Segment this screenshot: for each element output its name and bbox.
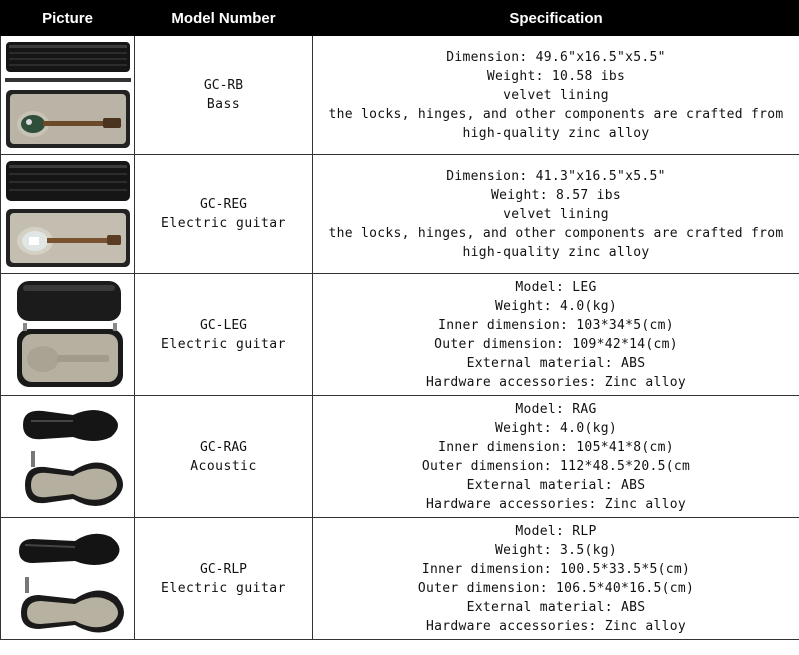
spec-line: velvet lining [503,87,609,103]
rectangular-electric-guitar-case-photo [3,157,133,271]
spec-line: Inner dimension: 103*34*5(cm) [438,317,674,333]
spec-line: Outer dimension: 112*48.5*20.5(cm [421,458,691,474]
spec-line: high-quality zinc alloy [462,125,650,141]
spec-line: Weight: 8.57 ibs [490,187,622,203]
spec-cell [313,36,799,155]
spec-line: Hardware accessories: Zinc alloy [425,374,687,390]
spec-cell [313,518,799,640]
table-row [1,274,799,396]
picture-cell [1,518,135,640]
model-cell [135,518,313,640]
table-row [1,396,799,518]
spec-line: Weight: 3.5(kg) [495,542,617,558]
model-type: Bass [206,97,241,112]
header-model-number: Model Number [135,1,313,36]
spec-line: Hardware accessories: Zinc alloy [425,496,687,512]
header-row [1,1,799,36]
spec-line: Hardware accessories: Zinc alloy [425,618,687,634]
spec-line: the locks, hinges, and other components are crafted from [328,106,784,122]
model-cell [135,274,313,396]
table-row [1,518,799,640]
header-specification: Specification [313,1,799,36]
spec-line: Dimension: 41.3"x16.5"x5.5" [446,168,666,184]
table-row [1,155,799,274]
spec-line: Outer dimension: 106.5*40*16.5(cm) [417,580,695,596]
spec-line: the locks, hinges, and other components are crafted from [328,225,784,241]
model-type: Acoustic [190,458,257,474]
spec-line: Model: RLP [515,523,597,539]
spec-line: Weight: 10.58 ibs [486,68,626,84]
picture-cell [1,396,135,518]
model-type: Electric guitar [161,216,286,231]
lp-style-guitar-case-photo [3,521,133,637]
spec-line: velvet lining [503,206,609,222]
model-cell [135,155,313,274]
spec-cell [313,155,799,274]
rectangular-bass-case-photo [3,38,133,152]
picture-cell [1,155,135,274]
model-type: Electric guitar [161,336,286,352]
picture-cell [1,274,135,396]
model-cell [135,36,313,155]
model-cell [135,396,313,518]
model-code: GC-RLP [200,561,247,577]
spec-line: External material: ABS [466,355,646,371]
spec-line: Inner dimension: 105*41*8(cm) [438,439,674,455]
model-code: GC-LEG [200,317,247,333]
spec-line: External material: ABS [466,599,646,615]
spec-line: Inner dimension: 100.5*33.5*5(cm) [421,561,691,577]
table-row [1,36,799,155]
model-type: Electric guitar [161,580,286,596]
spec-cell [313,274,799,396]
spec-cell [313,396,799,518]
spec-line: Dimension: 49.6"x16.5"x5.5" [446,49,666,65]
spec-line: Outer dimension: 109*42*14(cm) [434,336,678,352]
spec-line: Weight: 4.0(kg) [495,420,617,436]
spec-line: high-quality zinc alloy [462,244,650,260]
acoustic-guitar-case-photo [3,399,133,515]
model-code: GC-RB [203,78,244,93]
spec-line: Model: RAG [515,401,597,417]
spec-line: Weight: 4.0(kg) [495,298,617,314]
picture-cell [1,36,135,155]
spec-line: External material: ABS [466,477,646,493]
header-picture: Picture [1,1,135,36]
rounded-electric-guitar-case-photo [3,277,133,393]
model-code: GC-RAG [200,439,247,455]
model-code: GC-REG [200,197,247,212]
spec-line: Model: LEG [515,279,597,295]
